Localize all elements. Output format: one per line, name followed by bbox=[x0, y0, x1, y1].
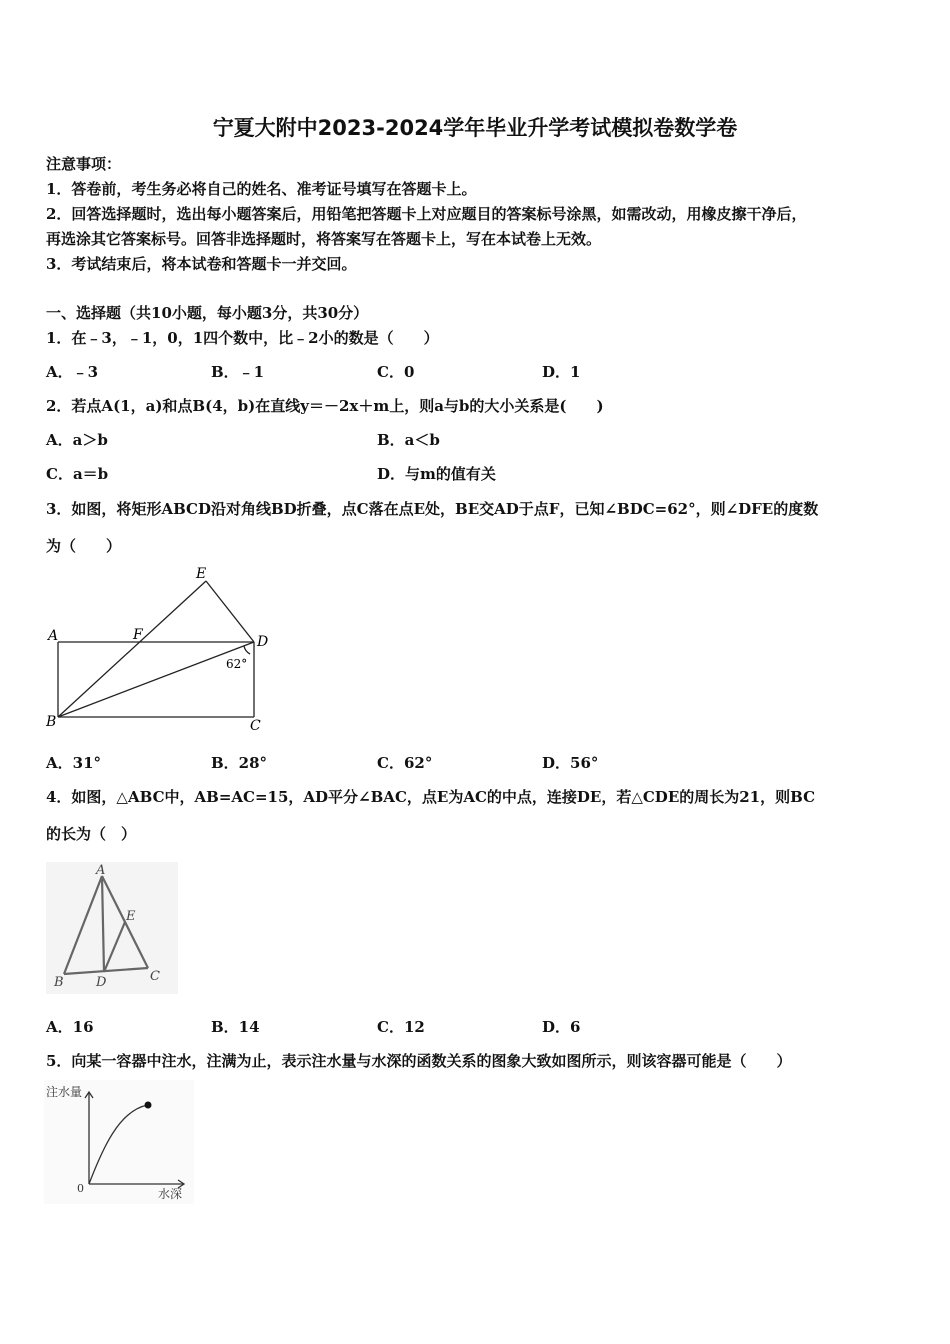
q5-y-axis-label: 注水量 bbox=[46, 1085, 83, 1099]
notice-heading: 注意事项： bbox=[46, 155, 122, 173]
q4-label-b: B bbox=[54, 975, 64, 990]
notice-item: 3．考试结束后，将本试卷和答题卡一并交回。 bbox=[46, 255, 357, 273]
q3-rectangle-fold-figure bbox=[44, 566, 272, 736]
q1-option-d: D．1 bbox=[542, 363, 581, 381]
q2-option-b: B．a＜b bbox=[377, 431, 440, 449]
q2-option-d: D．与m的值有关 bbox=[377, 465, 496, 483]
question-1-stem: 1．在﹣3，﹣1，0，1四个数中，比﹣2小的数是（ ） bbox=[46, 329, 439, 347]
q3-option-b: B．28° bbox=[211, 754, 268, 772]
q3-label-d: D bbox=[257, 634, 269, 650]
notice-item: 再选涂其它答案标号。回答非选择题时，将答案写在答题卡上，写在本试卷上无效。 bbox=[46, 230, 602, 248]
q4-label-d: D bbox=[96, 975, 107, 990]
q4-option-b: B．14 bbox=[211, 1018, 260, 1036]
q4-label-c: C bbox=[150, 969, 160, 984]
q3-angle-label: 62° bbox=[226, 657, 248, 671]
q4-label-e: E bbox=[126, 909, 136, 924]
question-3-stem-cont: 为（ ） bbox=[46, 537, 122, 555]
q1-option-c: C．0 bbox=[377, 363, 415, 381]
notice-item: 1．答卷前，考生务必将自己的姓名、准考证号填写在答题卡上。 bbox=[46, 180, 477, 198]
q4-triangle-figure bbox=[46, 862, 178, 994]
question-5-stem: 5．向某一容器中注水，注满为止，表示注水量与水深的函数关系的图象大致如图所示，则该容器可能是（ ） bbox=[46, 1052, 792, 1070]
q3-label-e: E bbox=[196, 566, 207, 582]
q3-option-a: A．31° bbox=[46, 754, 102, 772]
question-4-stem-cont: 的长为（ ） bbox=[46, 825, 137, 843]
notice-item: 2．回答选择题时，选出每小题答案后，用铅笔把答题卡上对应题目的答案标号涂黑，如需改动，用橡皮擦干净后， bbox=[46, 205, 807, 223]
q4-label-a: A bbox=[96, 863, 106, 878]
question-2-stem: 2．若点A(1，a)和点B(4，b)在直线y＝－2x＋m上，则a与b的大小关系是( ) bbox=[46, 397, 604, 415]
q4-option-a: A．16 bbox=[46, 1018, 94, 1036]
q4-option-d: D．6 bbox=[542, 1018, 581, 1036]
q1-option-a: A．﹣3 bbox=[46, 363, 99, 381]
q2-option-c: C．a＝b bbox=[46, 465, 109, 483]
q4-option-c: C．12 bbox=[377, 1018, 425, 1036]
section-heading: 一、选择题（共10小题，每小题3分，共30分） bbox=[46, 304, 369, 322]
question-3-stem: 3．如图，将矩形ABCD沿对角线BD折叠，点C落在点E处，BE交AD于点F，已知∠BDC=62°，则∠DFE的度数 bbox=[46, 500, 819, 518]
question-4-stem: 4．如图，△ABC中，AB=AC=15，AD平分∠BAC，点E为AC的中点，连接DE，若△CDE的周长为21，则BC bbox=[46, 788, 816, 806]
q3-label-b: B bbox=[46, 714, 57, 730]
q3-label-c: C bbox=[250, 718, 261, 734]
q3-label-f: F bbox=[133, 627, 143, 643]
q1-option-b: B．﹣1 bbox=[211, 363, 265, 381]
q2-option-a: A．a＞b bbox=[46, 431, 108, 449]
q3-label-a: A bbox=[48, 628, 59, 644]
q3-option-d: D．56° bbox=[542, 754, 599, 772]
q3-option-c: C．62° bbox=[377, 754, 433, 772]
page-title: 宁夏大附中2023-2024学年毕业升学考试模拟卷数学卷 bbox=[212, 116, 738, 140]
q5-function-graph bbox=[44, 1080, 194, 1204]
q5-origin-label: 0 bbox=[77, 1182, 84, 1195]
q5-x-axis-label: 水深 bbox=[158, 1187, 183, 1201]
